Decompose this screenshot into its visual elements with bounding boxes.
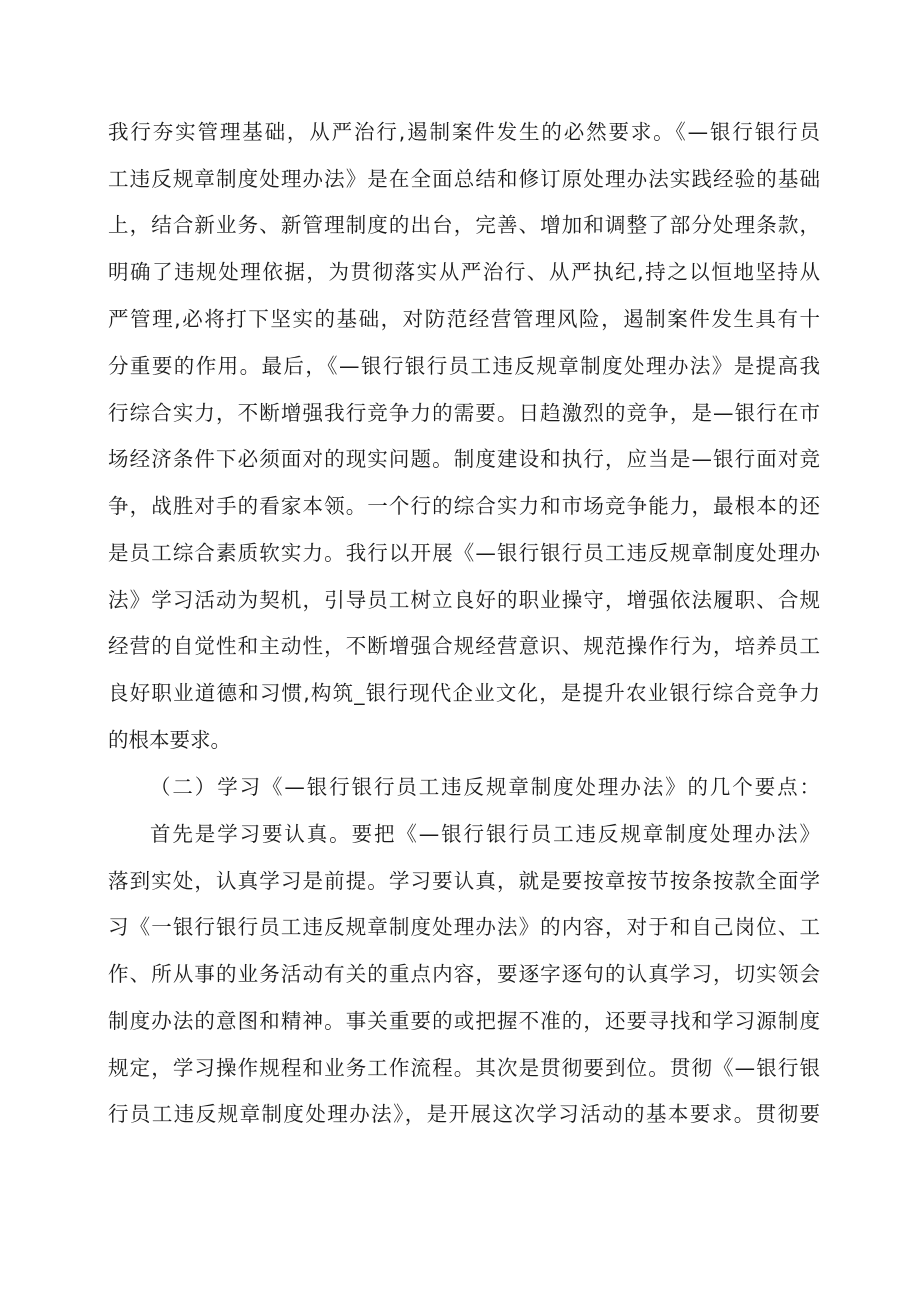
paragraph-1-line: 我行夯实管理基础，从严治行,遏制案件发生的必然要求。《—银行银行员 — [108, 120, 820, 144]
paragraph-2-line: 落到实处，认真学习是前提。学习要认真，就是要按章按节按条按款全面学 — [108, 869, 820, 893]
paragraph-1-line: 严管理,必将打下坚实的基础，对防范经营管理风险，遏制案件发生具有十 — [108, 307, 820, 331]
paragraph-2-line: 作、所从事的业务活动有关的重点内容，要逐字逐句的认真学习，切实领会 — [108, 962, 820, 986]
paragraph-2-line: 首先是学习要认真。要把《—银行银行员工违反规章制度处理办法》 — [150, 822, 820, 846]
paragraph-1-line: 经营的自觉性和主动性，不断增强合规经营意识、规范操作行为，培养员工 — [108, 634, 820, 658]
paragraph-1-line: 行综合实力，不断增强我行竞争力的需要。日趋激烈的竞争，是—银行在市 — [108, 401, 820, 425]
paragraph-1-line: 争，战胜对手的看家本领。一个行的综合实力和市场竞争能力，最根本的还 — [108, 494, 820, 518]
section-heading: （二）学习《—银行银行员工违反规章制度处理办法》的几个要点： — [150, 775, 820, 799]
paragraph-1-line: 法》学习活动为契机，引导员工树立良好的职业操守，增强依法履职、合规 — [108, 588, 820, 612]
paragraph-2-line: 规定，学习操作规程和业务工作流程。其次是贯彻要到位。贯彻《—银行银 — [108, 1056, 820, 1080]
paragraph-1-line: 工违反规章制度处理办法》是在全面总结和修订原处理办法实践经验的基础 — [108, 167, 820, 191]
paragraph-2-line: 行员工违反规章制度处理办法》，是开展这次学习活动的基本要求。贯彻要 — [108, 1102, 820, 1126]
paragraph-1-line: 良好职业道德和习惯,构筑_银行现代企业文化，是提升农业银行综合竞争力 — [108, 681, 820, 705]
paragraph-1-line: 明确了违规处理依据，为贯彻落实从严治行、从严执纪,持之以恒地坚持从 — [108, 260, 820, 284]
paragraph-1-line: 分重要的作用。最后，《—银行银行员工违反规章制度处理办法》是提高我 — [108, 354, 820, 378]
paragraph-1-line: 是员工综合素质软实力。我行以开展《—银行银行员工违反规章制度处理办 — [108, 541, 820, 565]
paragraph-1-line: 上，结合新业务、新管理制度的出台，完善、增加和调整了部分处理条款， — [108, 213, 820, 237]
paragraph-1-line: 的根本要求。 — [108, 728, 231, 752]
paragraph-2-line: 习《一银行银行员工违反规章制度处理办法》的内容，对于和自己岗位、工 — [108, 915, 820, 939]
paragraph-2-line: 制度办法的意图和精神。事关重要的或把握不准的，还要寻找和学习源制度 — [108, 1009, 820, 1033]
paragraph-1-line: 场经济条件下必须面对的现实问题。制度建设和执行，应当是—银行面对竞 — [108, 447, 820, 471]
